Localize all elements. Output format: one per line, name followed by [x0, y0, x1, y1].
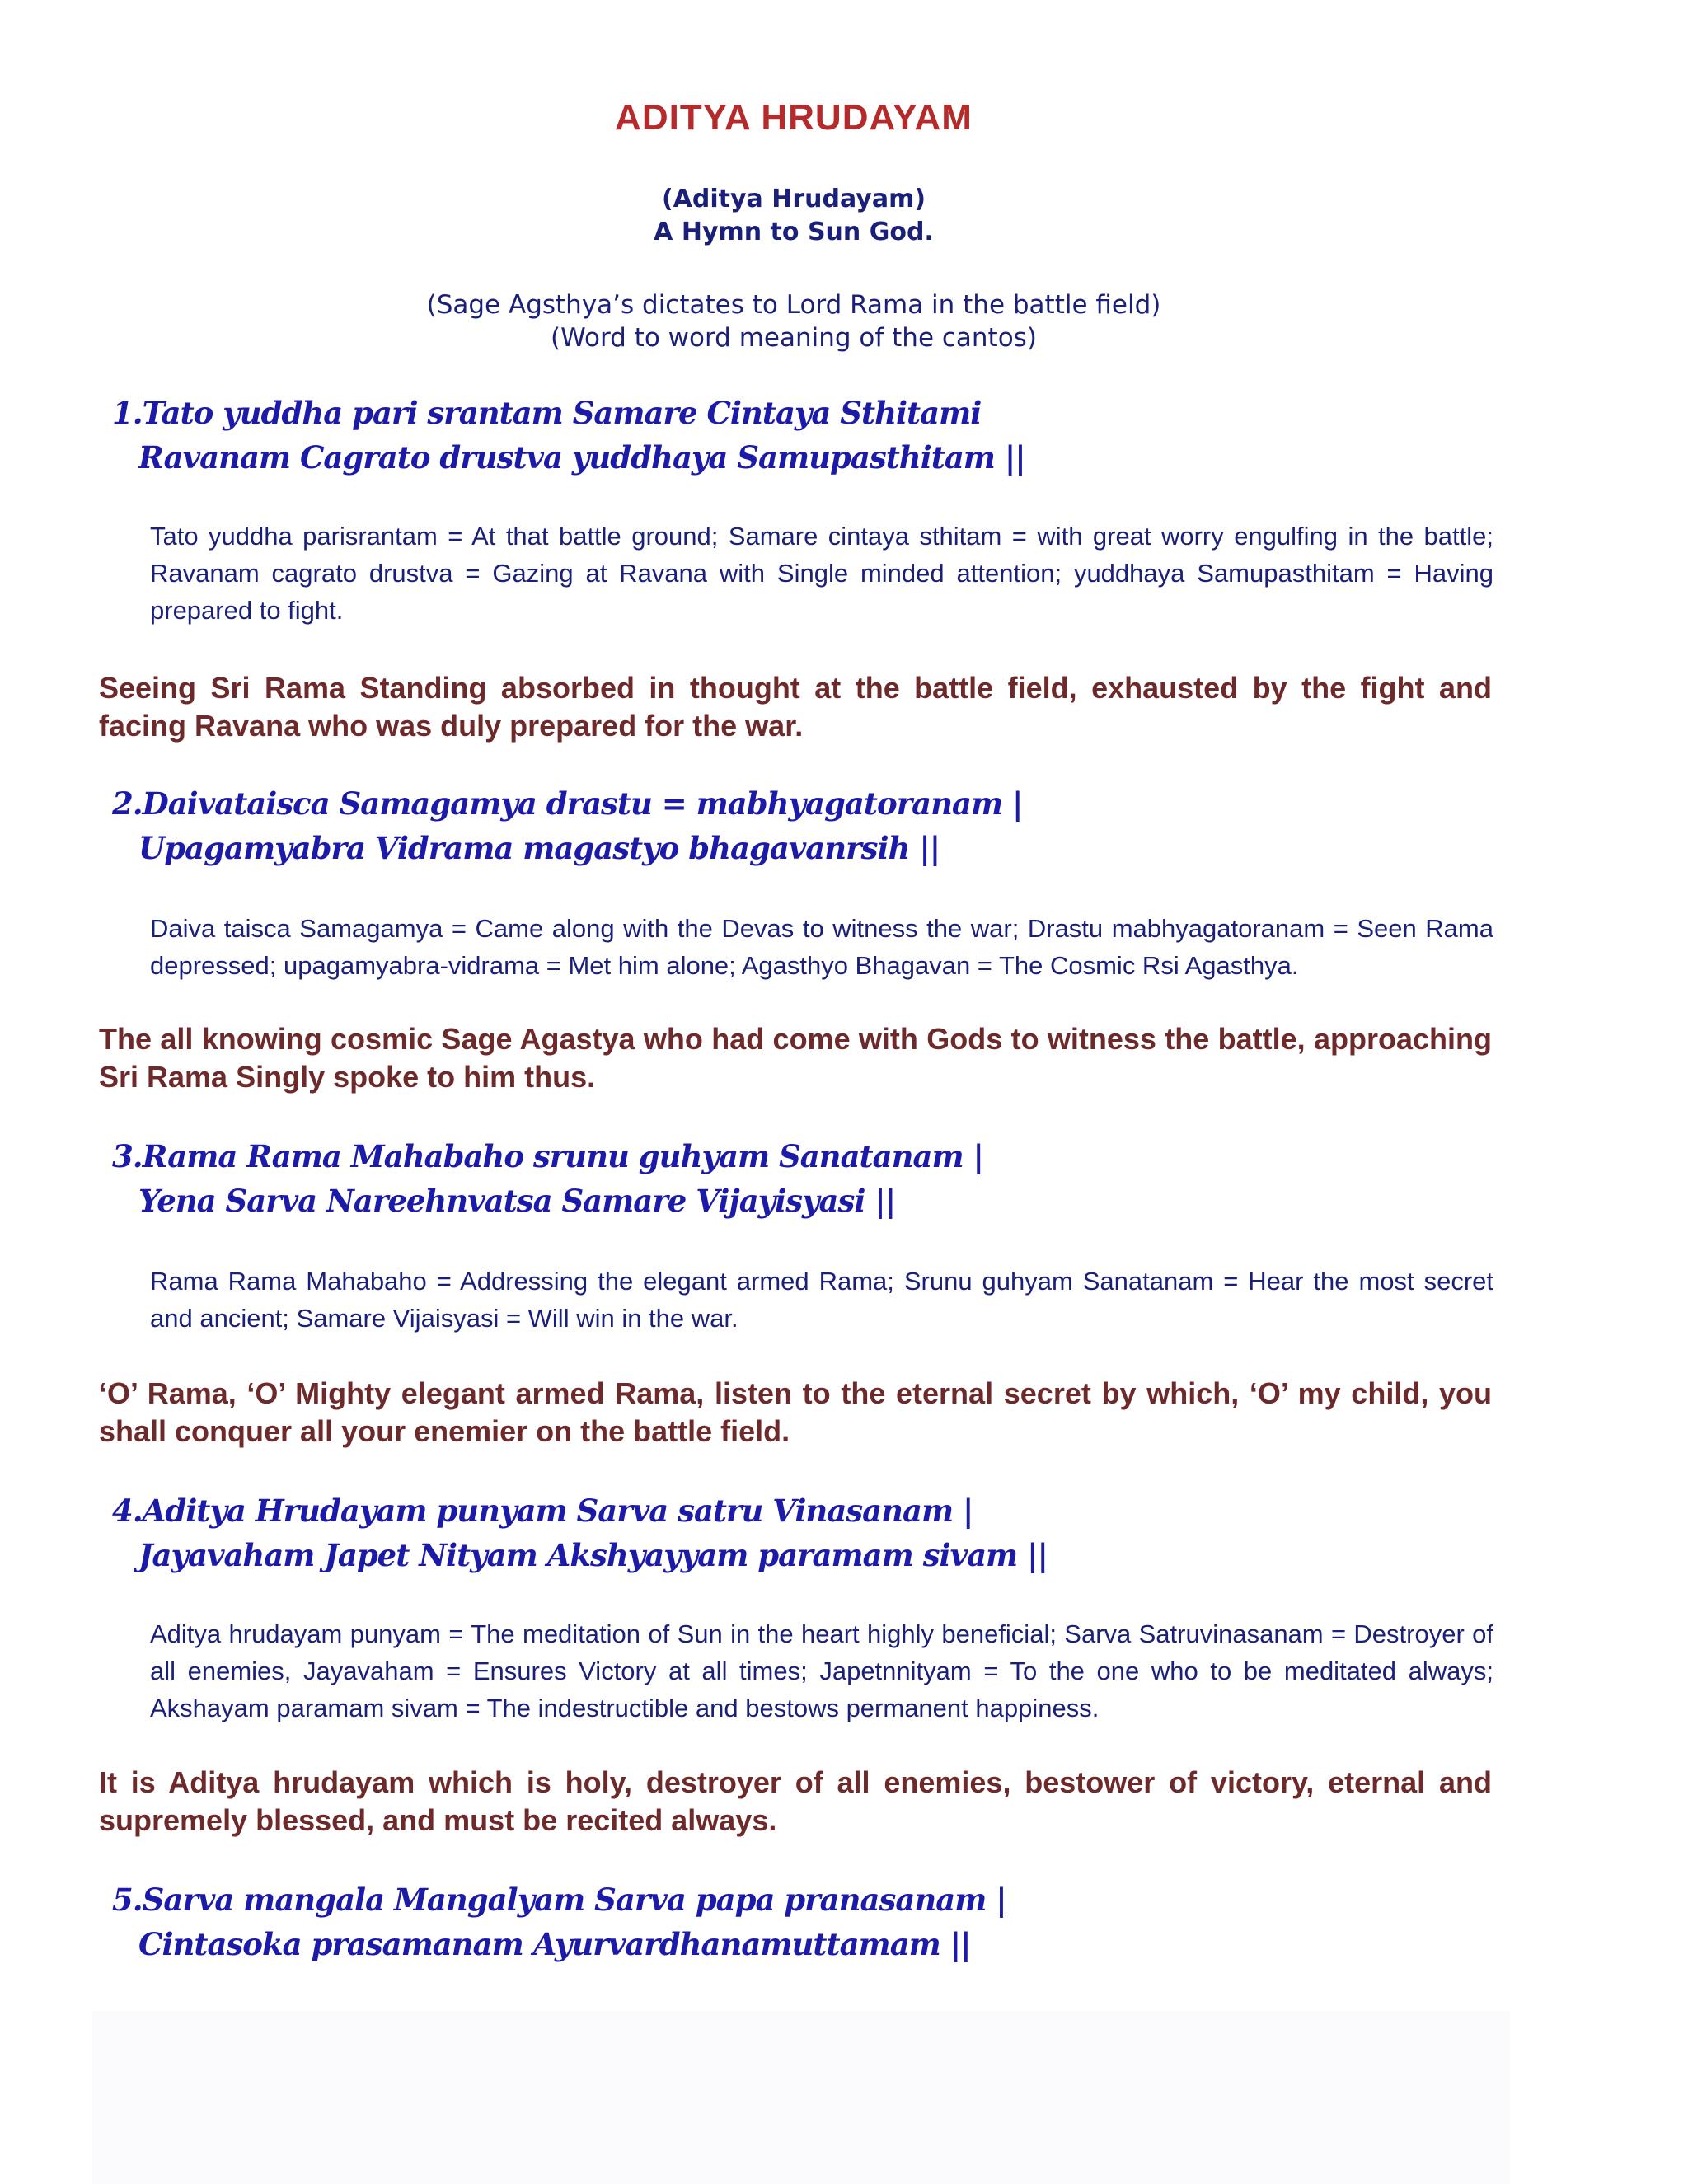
verse-line-2: Jayavaham Japet Nityam Akshyayyam paramam sivam || [138, 1537, 1048, 1573]
intro-note-line-1: (Sage Agsthya’s dictates to Lord Rama in the battle field) [426, 290, 1161, 320]
verse-line-2: Yena Sarva Nareehnvatsa Samare Vijayisyasi || [138, 1183, 896, 1219]
page-bottom-shade [92, 2011, 1510, 2184]
verse-line-1: 5.Sarva mangala Mangalyam Sarva papa pranasanam | [112, 1882, 1006, 1918]
verse-3 [112, 1134, 983, 1223]
verse-1-translation: Seeing Sri Rama Standing absorbed in thought at the battle field, exhausted by the fight and facing Ravana who was duly prepared for the war. [99, 671, 1492, 743]
verse-line-2: Upagamyabra Vidrama magastyo bhagavanrsih || [138, 830, 940, 866]
verse-line-1: 3.Rama Rama Mahabaho srunu guhyam Sanatanam | [112, 1138, 983, 1174]
verse-line-2: Ravanam Cagrato drustva yuddhaya Samupasthitam || [138, 439, 1025, 476]
verse-2 [112, 781, 1022, 870]
verse-3-meaning: Rama Rama Mahabaho = Addressing the elegant armed Rama; Srunu guhyam Sanatanam = Hear the most secret and ancient; Samare Vijaisyasi = Will win in the war. [150, 1267, 1493, 1333]
verse-line-2: Cintasoka prasamanam Ayurvardhanamuttamam || [138, 1926, 971, 1962]
page-title: ADITYA HRUDAYAM [615, 97, 973, 138]
intro-note [0, 288, 1587, 354]
subtitle-line-1: (Aditya Hrudayam) [661, 185, 926, 213]
verse-line-1: 4.Aditya Hrudayam punyam Sarva satru Vinasanam | [112, 1493, 973, 1529]
verse-1-meaning: Tato yuddha parisrantam = At that battle ground; Samare cintaya sthitam = with great worry engulfing in the battle; Ravanam cagrato drustva = Gazing at Ravana with Single minded attention; yuddhaya Samupasthitam = Having prepared to fight. [150, 522, 1493, 625]
verse-1 [112, 391, 1025, 480]
intro-note-line-2: (Word to word meaning of the cantos) [551, 323, 1037, 353]
verse-3-translation: ‘O’ Rama, ‘O’ Mighty elegant armed Rama, listen to the eternal secret by which, ‘O’ my child, you shall conquer all your enemier on the battle field. [99, 1376, 1492, 1448]
verse-2-meaning: Daiva taisca Samagamya = Came along with the Devas to witness the war; Drastu mabhyagatoranam = Seen Rama depressed; upagamyabra-vidrama = Met him alone; Agasthyo Bhagavan = The Cosmic Rsi Agasthya. [150, 914, 1493, 980]
subtitle [0, 183, 1587, 249]
verse-2-translation: The all knowing cosmic Sage Agastya who had come with Gods to witness the battle, approaching Sri Rama Singly spoke to him thus. [99, 1022, 1492, 1094]
verse-4-translation: It is Aditya hrudayam which is holy, destroyer of all enemies, bestower of victory, eternal and supremely blessed, and must be recited always. [99, 1765, 1492, 1837]
verse-5 [112, 1877, 1006, 1966]
verse-4 [112, 1488, 1048, 1577]
verse-line-1: 1.Tato yuddha pari srantam Samare Cintaya Sthitami [112, 395, 982, 431]
verse-4-meaning: Aditya hrudayam punyam = The meditation of Sun in the heart highly beneficial; Sarva Satruvinasanam = Destroyer of all enemies, Jayavaham = Ensures Victory at all times; Japetnnityam = To the one who to be meditated always; Akshayam paramam sivam = The indestructible and bestows permanent happiness. [150, 1619, 1493, 1722]
verse-line-1: 2.Daivataisca Samagamya drastu = mabhyagatoranam | [112, 785, 1023, 822]
subtitle-line-2: A Hymn to Sun God. [654, 218, 934, 246]
